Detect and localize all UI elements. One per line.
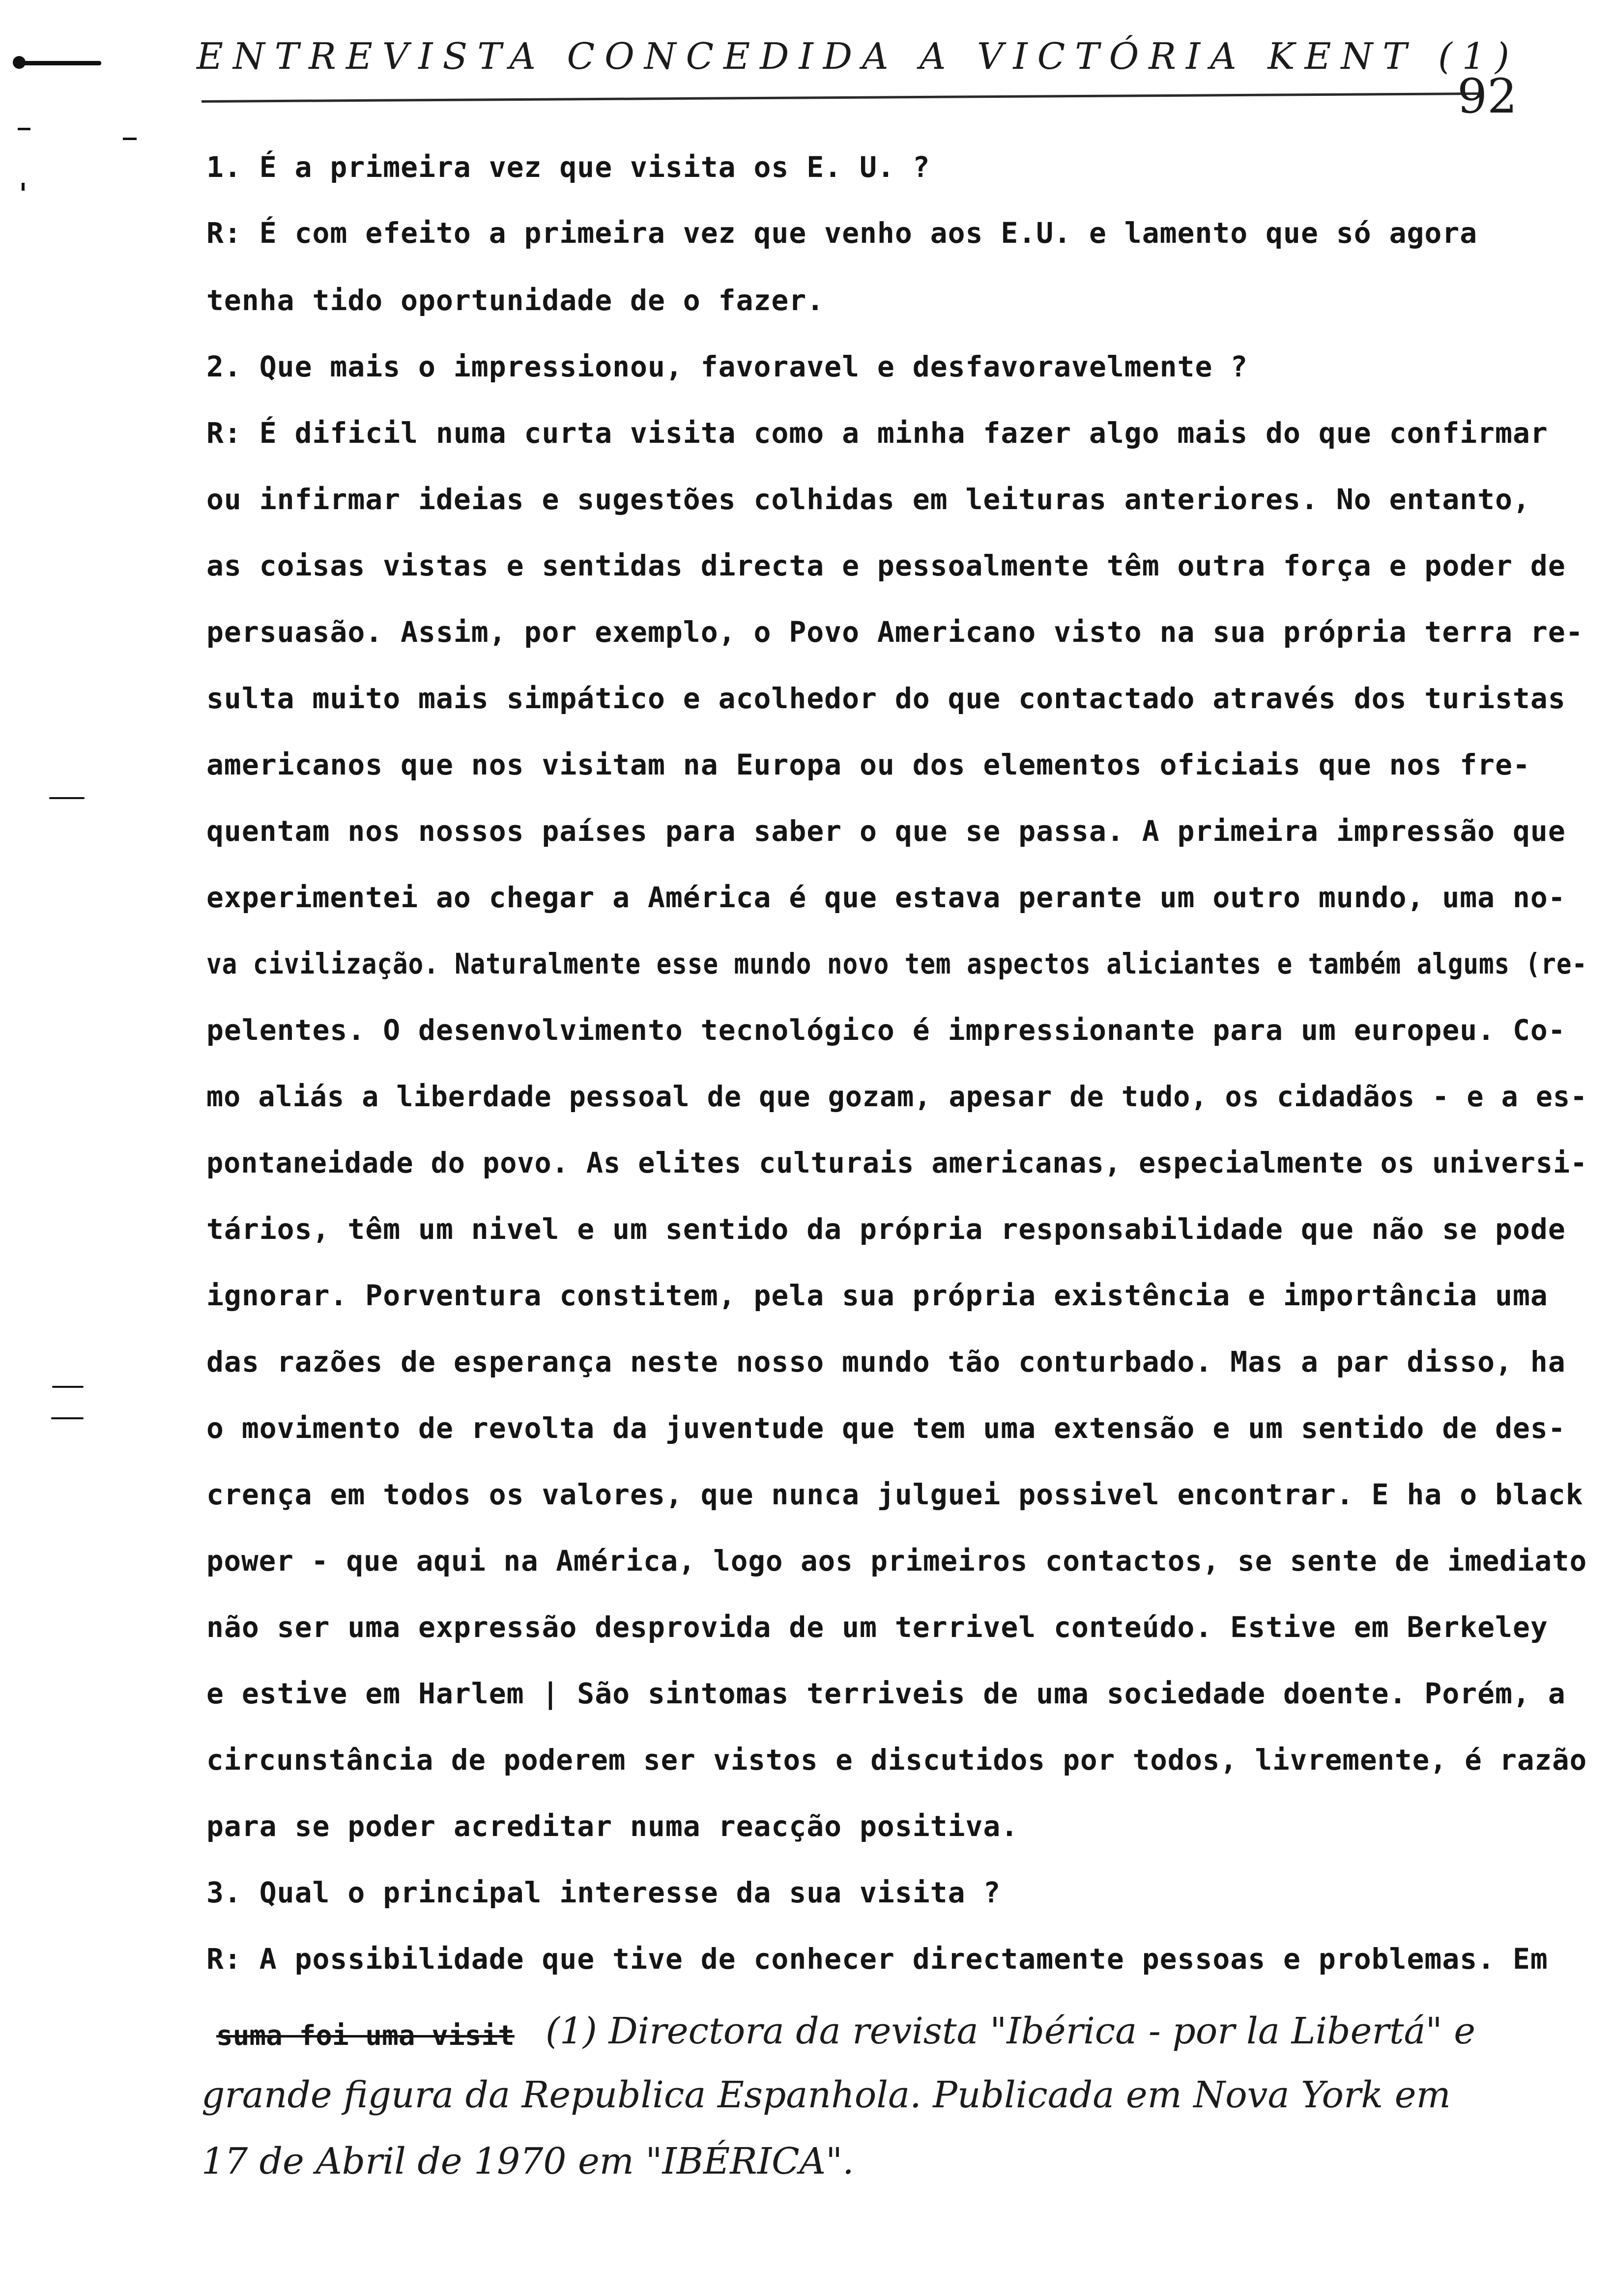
text-line: ignorar. Porventura constitem, pela sua própria existência e importância uma: [206, 1279, 1548, 1312]
margin-mark: [51, 1417, 84, 1419]
margin-mark: [52, 1386, 84, 1388]
document-title: ENTREVISTA CONCEDIDA A VICTÓRIA KENT (1): [197, 35, 1519, 78]
text-line: pontaneidade do povo. As elites culturais americanas, especialmente os universi-: [206, 1146, 1588, 1179]
margin-mark-arrow: [18, 61, 101, 65]
text-line: o movimento de revolta da juventude que tem uma extensão e um sentido de des-: [206, 1411, 1566, 1445]
text-line: e estive em Harlem | São sintomas terriveis de uma sociedade doente. Porém, a: [206, 1677, 1566, 1710]
text-line: R: É com efeito a primeira vez que venho aos E.U. e lamento que só agora: [206, 216, 1478, 250]
text-line: experimentei ao chegar a América é que estava perante um outro mundo, uma no-: [206, 881, 1566, 914]
text-line: power - que aqui na América, logo aos primeiros contactos, se sente de imediato: [206, 1544, 1587, 1578]
text-line: va civilização. Naturalmente esse mundo novo tem aspectos aliciantes e também algums (re-: [206, 947, 1587, 980]
text-line: quentam nos nossos países para saber o que se passa. A primeira impressão que: [206, 814, 1566, 848]
footnote-line: grande figura da Republica Espanhola. Publicada em Nova York em: [202, 2074, 1451, 2116]
text-line: mo aliás a liberdade pessoal de que gozam, apesar de tudo, os cidadãos - e a es-: [206, 1080, 1588, 1113]
text-line: ou infirmar ideias e sugestões colhidas em leituras anteriores. No entanto,: [206, 483, 1530, 516]
text-line: 2. Que mais o impressionou, favoravel e desfavoravelmente ?: [206, 350, 1248, 383]
text-line: persuasão. Assim, por exemplo, o Povo Americano visto na sua própria terra re-: [206, 615, 1583, 649]
text-line: tários, têm um nivel e um sentido da própria responsabilidade que não se pode: [206, 1212, 1566, 1246]
text-line: sulta muito mais simpático e acolhedor do que contactado através dos turistas: [206, 682, 1566, 715]
title-underline: [202, 92, 1479, 103]
footnote-struck-text: suma foi uma visit: [216, 2020, 515, 2052]
footnote-line: (1) Directora da revista "Ibérica - por la Libertá" e: [546, 2010, 1476, 2052]
margin-mark: [22, 183, 25, 191]
text-line: pelentes. O desenvolvimento tecnológico é impressionante para um europeu. Co-: [206, 1013, 1566, 1047]
text-line: americanos que nos visitam na Europa ou dos elementos oficiais que nos fre-: [206, 748, 1530, 781]
text-line: 3. Qual o principal interesse da sua visita ?: [206, 1876, 1001, 1909]
text-line: 1. É a primeira vez que visita os E. U. ?: [206, 150, 930, 184]
text-line: R: A possibilidade que tive de conhecer directamente pessoas e problemas. Em: [206, 1942, 1548, 1976]
margin-mark: [123, 138, 137, 140]
text-line: das razões de esperança neste nosso mundo tão conturbado. Mas a par disso, ha: [206, 1345, 1566, 1378]
footnote-line: 17 de Abril de 1970 em "IBÉRICA".: [202, 2140, 854, 2182]
page-number: 92: [1457, 69, 1518, 124]
margin-mark: [49, 797, 85, 799]
text-line: não ser uma expressão desprovida de um terrivel conteúdo. Estive em Berkeley: [206, 1610, 1548, 1644]
text-line: circunstância de poderem ser vistos e discutidos por todos, livremente, é razão: [206, 1743, 1587, 1777]
text-line: crença em todos os valores, que nunca julguei possivel encontrar. E ha o black: [206, 1478, 1583, 1511]
text-line: as coisas vistas e sentidas directa e pessoalmente têm outra força e poder de: [206, 549, 1566, 582]
text-line: R: É dificil numa curta visita como a minha fazer algo mais do que confirmar: [206, 416, 1548, 450]
margin-mark: [18, 128, 30, 130]
margin-mark-dot: [13, 56, 26, 69]
text-line: para se poder acreditar numa reacção positiva.: [206, 1809, 1019, 1843]
text-line: tenha tido oportunidade de o fazer.: [206, 284, 825, 317]
